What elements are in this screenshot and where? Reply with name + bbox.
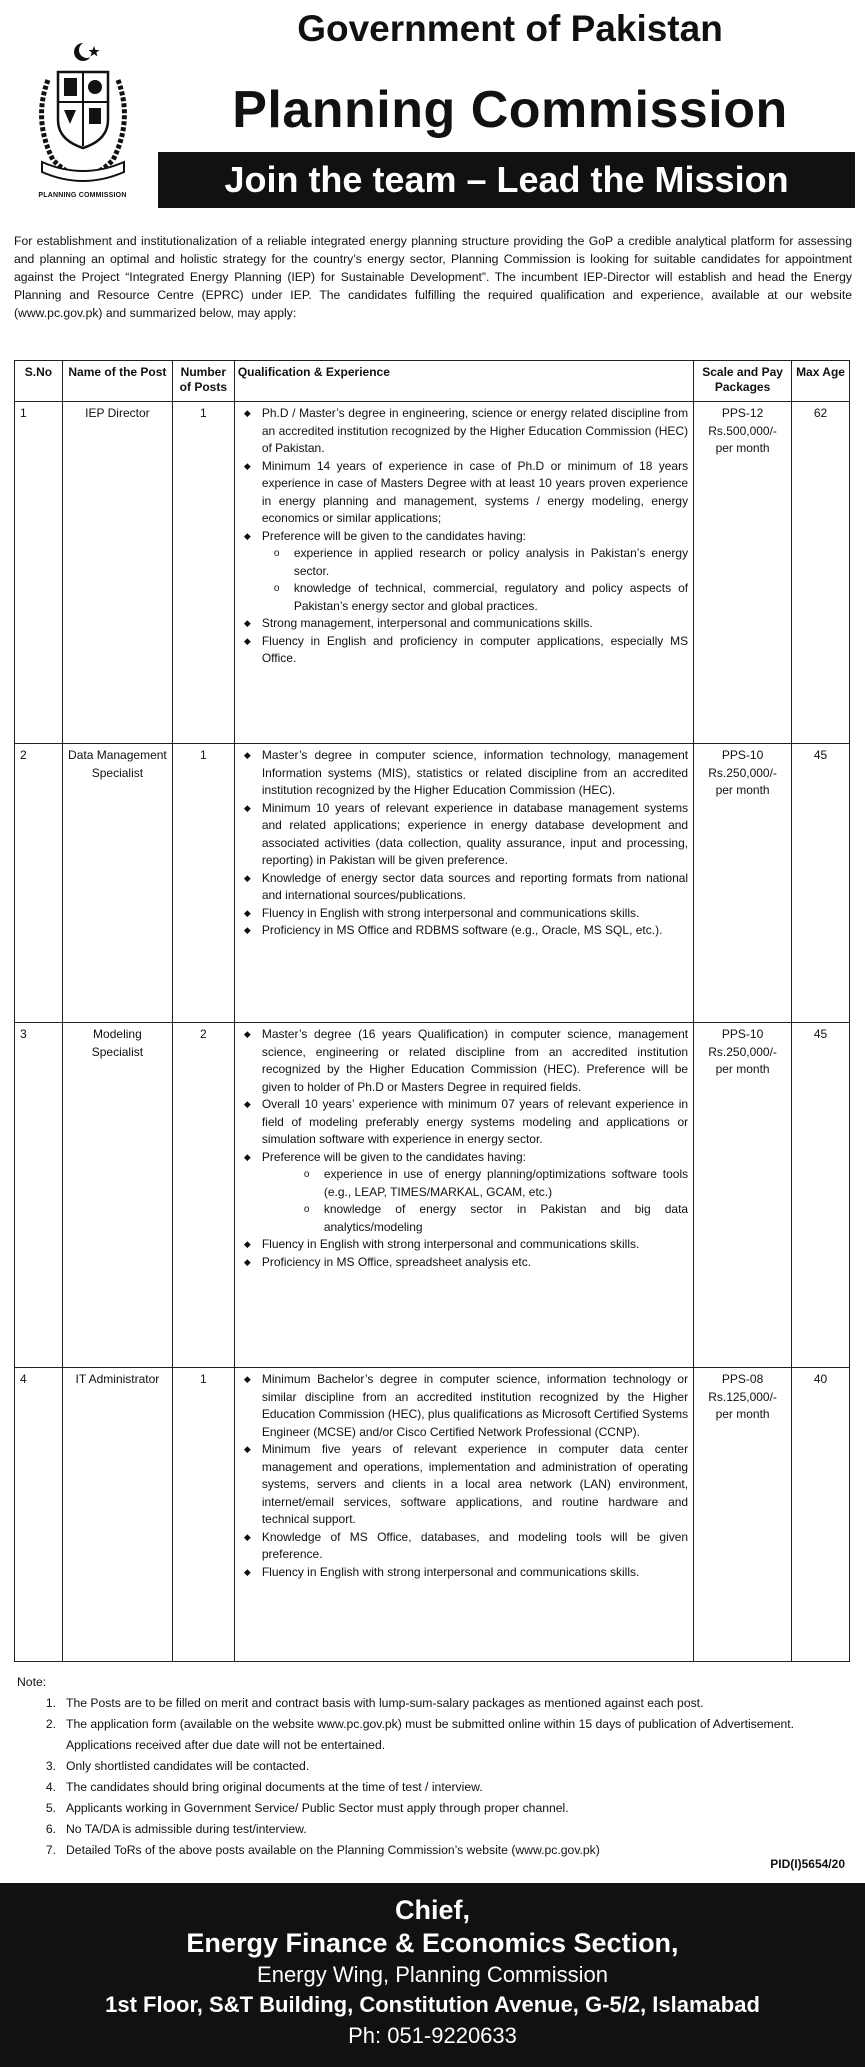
note-item [20, 1840, 850, 1861]
intro-paragraph: For establishment and institutionalization of a reliable integrated energy planning structure providing the GoP a credible analytical platform for assessing and planning an optimal and holistic strategy for the country’s energy sector, Planning Commission is looking for suitable candidates for appointment against the Project “Integrated Energy Planning (IEP) for Sustainable Development”. The incumbent IEP-Director will establish and head the Energy Planning and Resource Centre (EPRC) under IEP. The candidates fulfilling the required qualification and experience, available at our website (www.pc.gov.pk) and summarized below, may apply: [14, 234, 852, 321]
note-item [20, 1756, 850, 1777]
footer-section: Energy Finance & Economics Section, [186, 1928, 679, 1958]
note-text: Detailed ToRs of the above posts available on the Planning Commission’s website (www.pc.gov.pk) [66, 1843, 600, 1857]
list-item: ◆ Proficiency in MS Office and RDBMS software (e.g., Oracle, MS SQL, etc.). [240, 922, 688, 940]
cell-count: 1 [172, 1368, 234, 1662]
note-item [20, 1819, 850, 1840]
cell-post: Data Management Specialist [62, 744, 172, 1023]
scale-value: PPS-10 [721, 748, 764, 762]
sub-list-item: o experience in applied research or policy analysis in Pakistan’s energy sector. [262, 545, 688, 580]
cell-sno: 2 [15, 744, 63, 1023]
cell-scale [694, 744, 792, 1023]
posts-table [14, 360, 850, 1662]
table-row [15, 1368, 850, 1662]
cell-age: 45 [792, 1023, 850, 1368]
cell-post: IT Administrator [62, 1368, 172, 1662]
note-text: The candidates should bring original documents at the time of test / interview. [66, 1780, 483, 1794]
note-number: 7. [45, 1843, 56, 1857]
header-age: Max Age [792, 361, 850, 402]
list-item-text: Preference will be given to the candidates having: [261, 1149, 526, 1164]
list-item-text: Preference will be given to the candidates having: [261, 528, 526, 543]
cell-sno: 4 [15, 1368, 63, 1662]
table-row [15, 1023, 850, 1368]
sub-list-item: o knowledge of energy sector in Pakistan and big data analytics/modeling [292, 1201, 688, 1236]
scale-value: PPS-08 [721, 1372, 764, 1386]
note-number: 3. [45, 1759, 56, 1773]
note-item [20, 1798, 850, 1819]
pay-period: per month [715, 783, 770, 797]
note-item [20, 1777, 850, 1798]
table-row [15, 744, 850, 1023]
note-number: 2. [45, 1717, 56, 1731]
header-sno: S.No [15, 361, 63, 402]
cell-qualification [234, 1023, 693, 1368]
footer-wing: Energy Wing, Planning Commission [257, 1962, 608, 1987]
header-qualification: Qualification & Experience [234, 361, 693, 402]
note-text: Only shortlisted candidates will be contacted. [66, 1759, 310, 1773]
cell-qualification [234, 744, 693, 1023]
list-item: ◆ Minimum five years of relevant experience in computer data center management and operations, implementation and administration of operating systems, servers and clients in a local area network (LAN) environment, internet/email services, software applications, and routine hardware and technical support. [240, 1441, 688, 1529]
cell-age: 45 [792, 744, 850, 1023]
cell-qualification [234, 1368, 693, 1662]
cell-count: 1 [172, 744, 234, 1023]
cell-post: IEP Director [62, 402, 172, 744]
note-text: No TA/DA is admissible during test/interview. [66, 1822, 307, 1836]
state-emblem-icon [28, 40, 138, 190]
header-count: Number of Posts [172, 361, 234, 402]
pay-value: Rs.250,000/- [708, 1044, 777, 1059]
cell-count: 2 [172, 1023, 234, 1368]
cell-sno: 3 [15, 1023, 63, 1368]
note-number: 1. [45, 1696, 56, 1710]
ad-header [0, 0, 865, 210]
note-number: 4. [45, 1780, 56, 1794]
list-item: ◆ Minimum 14 years of experience in case of Ph.D or minimum of 18 years experience in case of Masters Degree with at least 10 years proven experience in energy planning and management, systems / energy modeling, energy economics or similar applications; [240, 458, 688, 528]
note-text: The application form (available on the website www.pc.gov.pk) must be submitted online within 15 days of publication of Advertisement. Applications received after due date will not be entertained. [66, 1717, 795, 1752]
note-text: The Posts are to be filled on merit and contract basis with lump-sum-salary packages as mentioned against each post. [66, 1696, 704, 1710]
cell-scale [694, 1368, 792, 1662]
list-item: ◆ Minimum Bachelor’s degree in computer science, information technology or similar discipline from an accredited institution recognized by the Higher Education Commission (HEC), plus qualifications as Microsoft Certified Systems Engineer (MCSE) and/or Cisco Certified Network Professional (CCNP). [240, 1371, 688, 1441]
list-item: ◆ Fluency in English with strong interpersonal and communications skills. [240, 905, 688, 923]
notes-label: Note: [17, 1675, 47, 1689]
cell-count: 1 [172, 402, 234, 744]
commission-title: Planning Commission [232, 81, 788, 139]
list-item [240, 1149, 688, 1237]
footer-phone: Ph: 051-9220633 [348, 2023, 517, 2048]
list-item: ◆ Master’s degree in computer science, information technology, management Information systems (MIS), statistics or related discipline from an accredited institution recognized by the Higher Education Commission (HEC). [240, 747, 688, 800]
pay-period: per month [715, 441, 770, 455]
table-header-row [15, 361, 850, 402]
notes-section [17, 1672, 850, 1861]
cell-scale [694, 1023, 792, 1368]
list-item: ◆ Ph.D / Master’s degree in engineering, science or energy related discipline from an accredited institution recognized by the Higher Education Commission (HEC) of Pakistan. [240, 405, 688, 458]
government-title: Government of Pakistan [297, 8, 723, 49]
contact-footer [0, 1883, 865, 2067]
footer-designation: Chief, [394, 1895, 470, 1925]
cell-scale [694, 402, 792, 744]
pay-period: per month [715, 1407, 770, 1421]
sub-list-item: o experience in use of energy planning/optimizations software tools (e.g., LEAP, TIMES/MARKAL, GCAM, etc.) [292, 1166, 688, 1201]
list-item: ◆ Fluency in English and proficiency in computer applications, especially MS Office. [240, 633, 688, 668]
publication-id: PID(I)5654/20 [770, 1857, 845, 1871]
list-item: ◆ Master’s degree (16 years Qualification) in computer science, management science, engineering or related discipline from an accredited institution recognized by the Higher Education Commission (HEC). Preference will be given to holder of Ph.D or Masters Degree in required fields. [240, 1026, 688, 1096]
note-item [20, 1693, 850, 1714]
scale-value: PPS-10 [721, 1027, 764, 1041]
note-number: 5. [45, 1801, 56, 1815]
list-item: ◆ Minimum 10 years of relevant experience in database management systems and related applications; experience in energy database development and associated activities (data collection, quality assurance, input and processing, reporting) in Pakistan will be given preference. [240, 800, 688, 870]
list-item: ◆ Knowledge of MS Office, databases, and modeling tools will be given preference. [240, 1529, 688, 1564]
list-item: ◆ Overall 10 years’ experience with minimum 07 years of relevant experience in field of modeling preferably energy systems modeling and applications or simulation software with experience in energy sector. [240, 1096, 688, 1149]
scale-value: PPS-12 [721, 406, 764, 420]
note-text: Applicants working in Government Service/ Public Sector must apply through proper channel. [66, 1801, 569, 1815]
header-post: Name of the Post [62, 361, 172, 402]
pay-period: per month [715, 1062, 770, 1076]
header-scale: Scale and Pay Packages [694, 361, 792, 402]
list-item: ◆ Fluency in English with strong interpersonal and communications skills. [240, 1564, 688, 1582]
cell-qualification [234, 402, 693, 744]
banner-slogan: Join the team – Lead the Mission [158, 152, 855, 208]
list-item [240, 528, 688, 616]
footer-address: 1st Floor, S&T Building, Constitution Avenue, G-5/2, Islamabad [105, 1992, 760, 2017]
cell-age: 40 [792, 1368, 850, 1662]
cell-age: 62 [792, 402, 850, 744]
note-item [20, 1714, 850, 1756]
pay-value: Rs.500,000/- [708, 423, 777, 438]
cell-post: Modeling Specialist [62, 1023, 172, 1368]
list-item: ◆ Fluency in English with strong interpersonal and communications skills. [240, 1236, 688, 1254]
list-item: ◆ Strong management, interpersonal and communications skills. [240, 615, 688, 633]
pay-value: Rs.250,000/- [708, 765, 777, 780]
cell-sno: 1 [15, 402, 63, 744]
table-row [15, 402, 850, 744]
pay-value: Rs.125,000/- [708, 1389, 777, 1404]
list-item: ◆ Proficiency in MS Office, spreadsheet analysis etc. [240, 1254, 688, 1272]
list-item: ◆ Knowledge of energy sector data sources and reporting formats from national and international sources/publications. [240, 870, 688, 905]
emblem-caption: PLANNING COMMISSION [38, 192, 127, 199]
note-number: 6. [45, 1822, 56, 1836]
sub-list-item: o knowledge of technical, commercial, regulatory and policy aspects of Pakistan’s energy sector and global practices. [262, 580, 688, 615]
